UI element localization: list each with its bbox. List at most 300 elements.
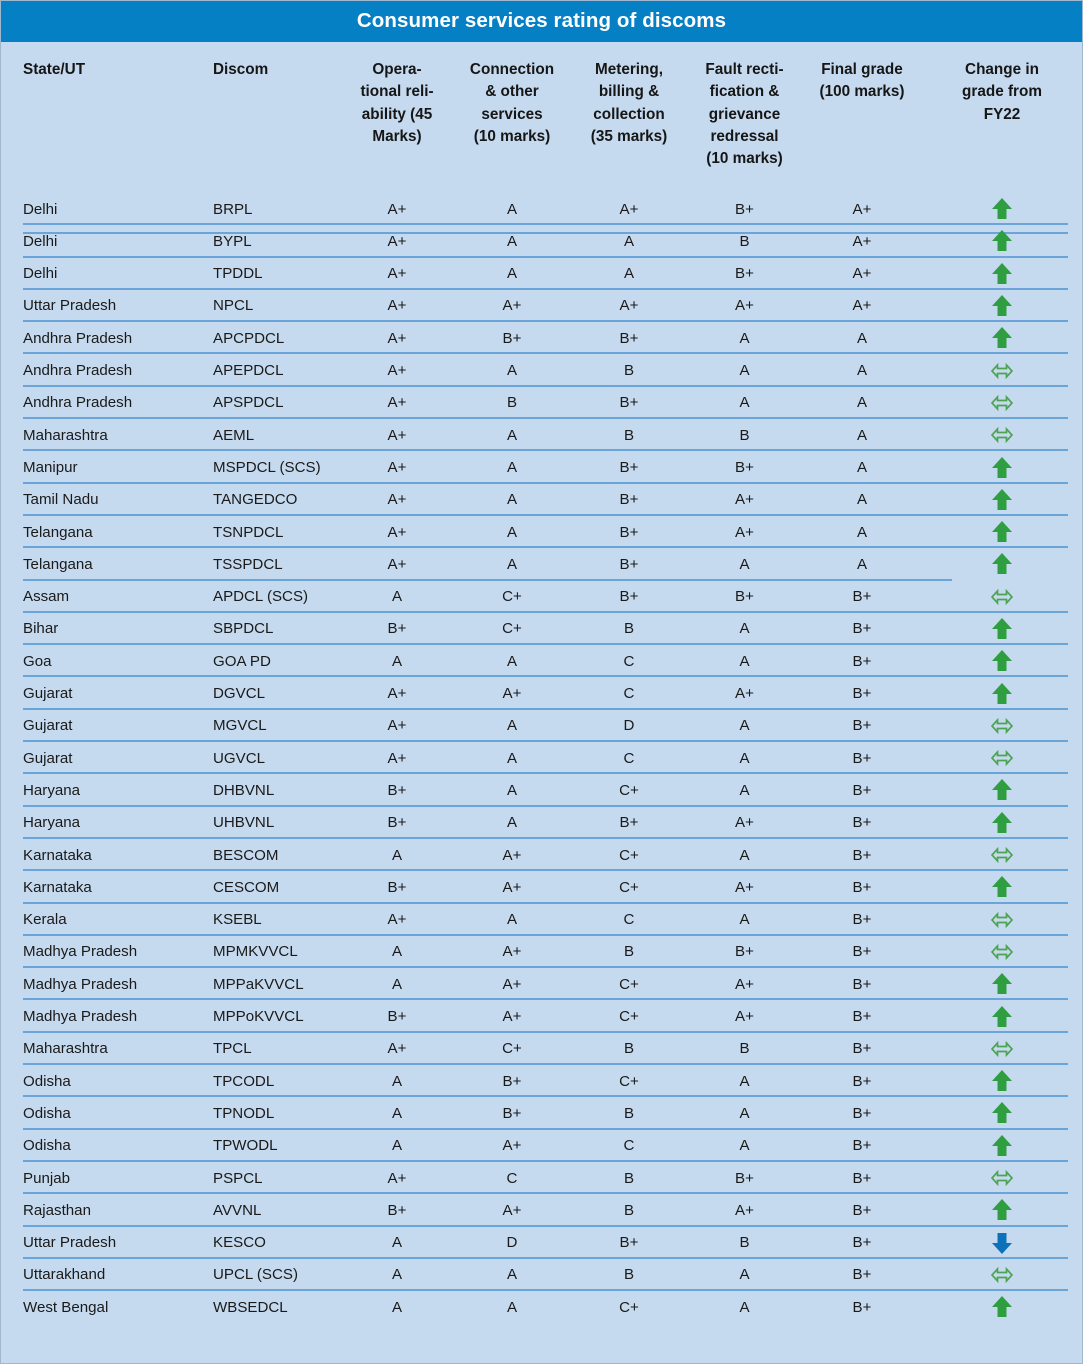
cell-change-in-grade bbox=[922, 325, 1082, 351]
cell-final-grade: B+ bbox=[852, 685, 872, 703]
cell-state: Haryana bbox=[23, 814, 81, 832]
table-title: Consumer services rating of discoms bbox=[356, 9, 727, 33]
arrow-up-icon bbox=[989, 648, 1015, 674]
cell-change-in-grade bbox=[922, 584, 1082, 610]
cell-operational-reliability: A+ bbox=[387, 911, 407, 929]
cell-metering-billing-collection: B+ bbox=[619, 458, 639, 476]
cell-fault-rectification: B bbox=[739, 426, 750, 444]
column-header-metering-billing-collection bbox=[571, 59, 687, 148]
cell-state: Odisha bbox=[23, 1137, 71, 1155]
cell-discom: TPNODL bbox=[213, 1104, 275, 1122]
cell-operational-reliability: A bbox=[391, 975, 403, 993]
table-row bbox=[1, 258, 1082, 290]
cell-fault-rectification: B+ bbox=[735, 588, 754, 606]
cell-change-in-grade bbox=[922, 519, 1082, 545]
table-row bbox=[1, 581, 1082, 613]
cell-operational-reliability: A+ bbox=[387, 297, 407, 315]
header-line: (10 marks) bbox=[706, 150, 783, 168]
cell-state: Uttar Pradesh bbox=[23, 1234, 117, 1252]
cell-final-grade: B+ bbox=[852, 1298, 872, 1316]
arrow-left-right-icon bbox=[989, 1165, 1015, 1191]
cell-discom: UPCL (SCS) bbox=[213, 1266, 298, 1284]
table-row bbox=[1, 677, 1082, 709]
cell-fault-rectification: A bbox=[739, 1137, 750, 1155]
cell-state: Uttarakhand bbox=[23, 1266, 106, 1284]
cell-final-grade: A bbox=[856, 362, 868, 380]
cell-operational-reliability: A bbox=[391, 943, 403, 961]
cell-change-in-grade bbox=[922, 713, 1082, 739]
cell-operational-reliability: A+ bbox=[387, 265, 407, 283]
cell-fault-rectification: A+ bbox=[735, 1201, 754, 1219]
cell-state: Manipur bbox=[23, 458, 78, 476]
cell-discom: APEPDCL bbox=[213, 362, 284, 380]
cell-change-in-grade bbox=[922, 487, 1082, 513]
header-line: Fault recti- bbox=[705, 61, 784, 78]
arrow-up-icon bbox=[989, 810, 1015, 836]
cell-final-grade: A bbox=[856, 426, 868, 444]
cell-metering-billing-collection: B+ bbox=[619, 1234, 639, 1252]
cell-change-in-grade bbox=[922, 874, 1082, 900]
table-row bbox=[1, 1227, 1082, 1259]
cell-connection-other-services: A bbox=[506, 523, 518, 541]
header-line: (35 marks) bbox=[590, 127, 668, 145]
arrow-up-icon bbox=[989, 1133, 1015, 1159]
column-header-operational-reliability bbox=[341, 59, 453, 148]
cell-connection-other-services: A bbox=[506, 232, 518, 250]
cell-discom: UHBVNL bbox=[213, 814, 275, 832]
cell-operational-reliability: A+ bbox=[387, 523, 407, 541]
cell-discom: MSPDCL (SCS) bbox=[213, 458, 321, 476]
cell-state: Gujarat bbox=[23, 717, 73, 735]
cell-discom: DGVCL bbox=[213, 685, 266, 703]
cell-final-grade: B+ bbox=[852, 1234, 872, 1252]
arrow-left-right-icon bbox=[989, 745, 1015, 771]
table-row bbox=[1, 904, 1082, 936]
arrow-up-icon bbox=[989, 1197, 1015, 1223]
cell-fault-rectification: A+ bbox=[735, 491, 754, 509]
cell-change-in-grade bbox=[922, 228, 1082, 254]
cell-connection-other-services: A bbox=[506, 652, 518, 670]
cell-connection-other-services: A+ bbox=[502, 297, 522, 315]
arrow-left-right-icon bbox=[989, 1262, 1015, 1288]
cell-connection-other-services: A+ bbox=[502, 846, 522, 864]
cell-metering-billing-collection: A+ bbox=[619, 297, 639, 315]
cell-fault-rectification: A bbox=[739, 846, 750, 864]
cell-change-in-grade bbox=[922, 616, 1082, 642]
cell-connection-other-services: A+ bbox=[502, 1137, 522, 1155]
cell-state: Punjab bbox=[23, 1169, 70, 1187]
cell-operational-reliability: A bbox=[391, 1234, 403, 1252]
cell-fault-rectification: A bbox=[739, 652, 750, 670]
cell-metering-billing-collection: C+ bbox=[619, 878, 639, 896]
cell-fault-rectification: B+ bbox=[735, 943, 754, 961]
header-line: services bbox=[481, 105, 543, 123]
arrow-left-right-icon bbox=[989, 939, 1015, 965]
arrow-up-icon bbox=[989, 681, 1015, 707]
table-row bbox=[1, 1000, 1082, 1032]
arrow-left-right-icon bbox=[989, 358, 1015, 384]
cell-change-in-grade bbox=[922, 358, 1082, 384]
cell-final-grade: B+ bbox=[852, 1008, 872, 1026]
arrow-up-icon bbox=[989, 971, 1015, 997]
cell-connection-other-services: A bbox=[506, 749, 518, 767]
cell-final-grade: B+ bbox=[852, 943, 872, 961]
cell-discom: TSSPDCL bbox=[213, 555, 283, 573]
cell-change-in-grade bbox=[922, 551, 1082, 577]
cell-final-grade: B+ bbox=[852, 814, 872, 832]
table-row bbox=[1, 839, 1082, 871]
table-row bbox=[1, 968, 1082, 1000]
cell-final-grade: A bbox=[856, 555, 868, 573]
cell-fault-rectification: A bbox=[739, 620, 750, 638]
cell-metering-billing-collection: C+ bbox=[619, 846, 639, 864]
cell-operational-reliability: A bbox=[391, 1298, 403, 1316]
cell-connection-other-services: A bbox=[506, 362, 518, 380]
table-row bbox=[1, 774, 1082, 806]
table-row bbox=[1, 1130, 1082, 1162]
cell-metering-billing-collection: C bbox=[623, 652, 635, 670]
table-row bbox=[1, 1097, 1082, 1129]
cell-state: Tamil Nadu bbox=[23, 491, 99, 509]
arrow-up-icon bbox=[989, 519, 1015, 545]
cell-discom: APSPDCL bbox=[213, 394, 284, 412]
cell-state: Madhya Pradesh bbox=[23, 1008, 138, 1026]
cell-state: Odisha bbox=[23, 1072, 71, 1090]
cell-change-in-grade bbox=[922, 810, 1082, 836]
arrow-left-right-icon bbox=[989, 1036, 1015, 1062]
cell-discom: AEML bbox=[213, 426, 255, 444]
cell-discom: TPWODL bbox=[213, 1137, 278, 1155]
cell-fault-rectification: A bbox=[739, 781, 750, 799]
table-row bbox=[1, 871, 1082, 903]
cell-final-grade: B+ bbox=[852, 878, 872, 896]
cell-state: Uttar Pradesh bbox=[23, 297, 117, 315]
cell-discom: MPPoKVVCL bbox=[213, 1008, 304, 1026]
header-line: (100 marks) bbox=[819, 83, 905, 101]
cell-change-in-grade bbox=[922, 455, 1082, 481]
table-row bbox=[1, 1065, 1082, 1097]
table-body bbox=[1, 193, 1082, 1323]
cell-state: Maharashtra bbox=[23, 1040, 108, 1058]
cell-metering-billing-collection: B bbox=[623, 362, 635, 380]
cell-operational-reliability: A+ bbox=[387, 1169, 407, 1187]
table-footer-spacer bbox=[1, 1323, 1082, 1364]
cell-connection-other-services: A bbox=[506, 458, 518, 476]
header-line: grievance bbox=[708, 105, 781, 123]
cell-operational-reliability: A bbox=[391, 846, 403, 864]
cell-discom: UGVCL bbox=[213, 749, 266, 767]
cell-final-grade: B+ bbox=[852, 846, 872, 864]
cell-operational-reliability: A+ bbox=[387, 491, 407, 509]
cell-final-grade: A+ bbox=[852, 232, 872, 250]
cell-fault-rectification: A bbox=[739, 749, 750, 767]
cell-fault-rectification: B bbox=[739, 1040, 750, 1058]
cell-metering-billing-collection: B+ bbox=[619, 588, 639, 606]
cell-change-in-grade bbox=[922, 261, 1082, 287]
arrow-left-right-icon bbox=[989, 842, 1015, 868]
header-line: ability (45 bbox=[361, 105, 433, 123]
table-row bbox=[1, 548, 1082, 580]
cell-connection-other-services: A+ bbox=[502, 975, 522, 993]
cell-state: Goa bbox=[23, 652, 52, 670]
cell-final-grade: A bbox=[856, 523, 868, 541]
cell-change-in-grade bbox=[922, 745, 1082, 771]
cell-change-in-grade bbox=[922, 907, 1082, 933]
cell-operational-reliability: A+ bbox=[387, 717, 407, 735]
header-line: Marks) bbox=[372, 127, 422, 145]
cell-final-grade: B+ bbox=[852, 620, 872, 638]
cell-connection-other-services: D bbox=[506, 1234, 518, 1252]
cell-metering-billing-collection: B+ bbox=[619, 491, 639, 509]
arrow-up-icon bbox=[989, 1068, 1015, 1094]
cell-discom: TPDDL bbox=[213, 265, 263, 283]
cell-discom: SBPDCL bbox=[213, 620, 274, 638]
cell-metering-billing-collection: B+ bbox=[619, 814, 639, 832]
header-line: collection bbox=[593, 105, 665, 123]
cell-operational-reliability: A bbox=[391, 1072, 403, 1090]
cell-metering-billing-collection: B bbox=[623, 943, 635, 961]
arrow-up-icon bbox=[989, 261, 1015, 287]
cell-operational-reliability: A+ bbox=[387, 426, 407, 444]
cell-metering-billing-collection: B+ bbox=[619, 329, 639, 347]
table-row bbox=[1, 936, 1082, 968]
cell-final-grade: B+ bbox=[852, 975, 872, 993]
cell-metering-billing-collection: D bbox=[623, 717, 635, 735]
cell-change-in-grade bbox=[922, 1133, 1082, 1159]
cell-final-grade: B+ bbox=[852, 652, 872, 670]
cell-connection-other-services: A bbox=[506, 555, 518, 573]
cell-fault-rectification: B+ bbox=[735, 458, 754, 476]
cell-change-in-grade bbox=[922, 196, 1082, 222]
cell-metering-billing-collection: B bbox=[623, 620, 635, 638]
cell-fault-rectification: A bbox=[739, 1266, 750, 1284]
cell-operational-reliability: A+ bbox=[387, 458, 407, 476]
cell-discom: MPMKVVCL bbox=[213, 943, 298, 961]
cell-fault-rectification: A+ bbox=[735, 814, 754, 832]
table-row bbox=[1, 516, 1082, 548]
table-header-row bbox=[1, 42, 1082, 193]
cell-fault-rectification: A+ bbox=[735, 685, 754, 703]
cell-final-grade: A+ bbox=[852, 265, 872, 283]
arrow-left-right-icon bbox=[989, 907, 1015, 933]
cell-change-in-grade bbox=[922, 971, 1082, 997]
cell-connection-other-services: A bbox=[506, 717, 518, 735]
cell-connection-other-services: C bbox=[506, 1169, 518, 1187]
cell-discom: MPPaKVVCL bbox=[213, 975, 304, 993]
cell-final-grade: B+ bbox=[852, 1137, 872, 1155]
cell-fault-rectification: B bbox=[739, 1234, 750, 1252]
arrow-up-icon bbox=[989, 228, 1015, 254]
cell-connection-other-services: A+ bbox=[502, 1008, 522, 1026]
table-row bbox=[1, 613, 1082, 645]
table-title-bar bbox=[1, 1, 1082, 42]
header-line: Connection bbox=[469, 61, 555, 78]
cell-metering-billing-collection: B bbox=[623, 1040, 635, 1058]
cell-discom: DHBVNL bbox=[213, 781, 275, 799]
cell-metering-billing-collection: B bbox=[623, 426, 635, 444]
table-row bbox=[1, 645, 1082, 677]
cell-metering-billing-collection: B bbox=[623, 1266, 635, 1284]
table-row bbox=[1, 1033, 1082, 1065]
cell-operational-reliability: A+ bbox=[387, 232, 407, 250]
cell-state: Madhya Pradesh bbox=[23, 975, 138, 993]
arrow-up-icon bbox=[989, 1100, 1015, 1126]
header-line: Opera- bbox=[372, 61, 422, 78]
cell-fault-rectification: A bbox=[739, 329, 750, 347]
cell-state: Karnataka bbox=[23, 878, 92, 896]
cell-state: Andhra Pradesh bbox=[23, 362, 133, 380]
header-line: & other bbox=[485, 83, 539, 101]
cell-change-in-grade bbox=[922, 681, 1082, 707]
cell-connection-other-services: B+ bbox=[502, 329, 522, 347]
table-row bbox=[1, 193, 1082, 225]
cell-discom: NPCL bbox=[213, 297, 254, 315]
cell-change-in-grade bbox=[922, 390, 1082, 416]
cell-fault-rectification: A bbox=[739, 911, 750, 929]
arrow-up-icon bbox=[989, 874, 1015, 900]
cell-change-in-grade bbox=[922, 777, 1082, 803]
cell-final-grade: A bbox=[856, 329, 868, 347]
cell-operational-reliability: A+ bbox=[387, 685, 407, 703]
cell-state: Maharashtra bbox=[23, 426, 108, 444]
cell-change-in-grade bbox=[922, 842, 1082, 868]
cell-fault-rectification: A bbox=[739, 1298, 750, 1316]
cell-operational-reliability: A bbox=[391, 652, 403, 670]
cell-operational-reliability: B+ bbox=[387, 814, 407, 832]
cell-metering-billing-collection: A bbox=[623, 232, 635, 250]
cell-fault-rectification: B+ bbox=[735, 265, 754, 283]
cell-final-grade: B+ bbox=[852, 781, 872, 799]
table-row bbox=[1, 807, 1082, 839]
cell-discom: TPCODL bbox=[213, 1072, 275, 1090]
cell-discom: APCPDCL bbox=[213, 329, 285, 347]
cell-connection-other-services: C+ bbox=[502, 588, 522, 606]
cell-state: West Bengal bbox=[23, 1298, 109, 1316]
arrow-up-icon bbox=[989, 455, 1015, 481]
cell-discom: TPCL bbox=[213, 1040, 252, 1058]
arrow-up-icon bbox=[989, 196, 1015, 222]
cell-state: Kerala bbox=[23, 911, 67, 929]
cell-connection-other-services: A bbox=[506, 200, 518, 218]
arrow-up-icon bbox=[989, 1004, 1015, 1030]
cell-state: Assam bbox=[23, 588, 70, 606]
cell-discom: BESCOM bbox=[213, 846, 279, 864]
cell-connection-other-services: A bbox=[506, 911, 518, 929]
cell-operational-reliability: A+ bbox=[387, 1040, 407, 1058]
cell-change-in-grade bbox=[922, 1100, 1082, 1126]
cell-connection-other-services: A+ bbox=[502, 1201, 522, 1219]
cell-discom: WBSEDCL bbox=[213, 1298, 288, 1316]
arrow-up-icon bbox=[989, 616, 1015, 642]
cell-change-in-grade bbox=[922, 422, 1082, 448]
cell-final-grade: A bbox=[856, 394, 868, 412]
cell-connection-other-services: A bbox=[506, 781, 518, 799]
cell-state: Gujarat bbox=[23, 685, 73, 703]
cell-fault-rectification: B+ bbox=[735, 1169, 754, 1187]
cell-connection-other-services: C+ bbox=[502, 620, 522, 638]
cell-state: Delhi bbox=[23, 265, 58, 283]
cell-metering-billing-collection: C bbox=[623, 685, 635, 703]
cell-operational-reliability: A+ bbox=[387, 555, 407, 573]
arrow-up-icon bbox=[989, 293, 1015, 319]
cell-state: Haryana bbox=[23, 781, 81, 799]
cell-final-grade: B+ bbox=[852, 1169, 872, 1187]
cell-final-grade: B+ bbox=[852, 1266, 872, 1284]
cell-discom: AVVNL bbox=[213, 1201, 262, 1219]
arrow-down-icon bbox=[989, 1230, 1015, 1256]
header-line: billing & bbox=[598, 83, 660, 101]
cell-state: Delhi bbox=[23, 200, 58, 218]
cell-operational-reliability: A bbox=[391, 1266, 403, 1284]
cell-discom: TANGEDCO bbox=[213, 491, 298, 509]
arrow-up-icon bbox=[989, 487, 1015, 513]
cell-connection-other-services: A+ bbox=[502, 878, 522, 896]
cell-discom: APDCL (SCS) bbox=[213, 588, 309, 606]
cell-metering-billing-collection: C bbox=[623, 1137, 635, 1155]
arrow-up-icon bbox=[989, 325, 1015, 351]
cell-fault-rectification: A bbox=[739, 1104, 750, 1122]
header-line: tional reli- bbox=[360, 83, 434, 101]
header-line: fication & bbox=[709, 83, 780, 101]
cell-metering-billing-collection: C+ bbox=[619, 975, 639, 993]
table-row bbox=[1, 290, 1082, 322]
header-line: Metering, bbox=[595, 61, 663, 78]
table-row bbox=[1, 451, 1082, 483]
cell-connection-other-services: A+ bbox=[502, 943, 522, 961]
header-line: Final grade bbox=[821, 61, 903, 78]
cell-final-grade: A+ bbox=[852, 297, 872, 315]
cell-operational-reliability: B+ bbox=[387, 781, 407, 799]
column-header-connection-other-services bbox=[453, 59, 571, 148]
cell-operational-reliability: A+ bbox=[387, 749, 407, 767]
cell-metering-billing-collection: B bbox=[623, 1169, 635, 1187]
cell-change-in-grade bbox=[922, 1165, 1082, 1191]
cell-connection-other-services: A+ bbox=[502, 685, 522, 703]
cell-metering-billing-collection: B+ bbox=[619, 394, 639, 412]
cell-discom: BRPL bbox=[213, 200, 253, 218]
cell-fault-rectification: A bbox=[739, 717, 750, 735]
column-header-final-grade bbox=[802, 59, 922, 104]
cell-fault-rectification: A bbox=[739, 1072, 750, 1090]
table-row bbox=[1, 710, 1082, 742]
cell-final-grade: B+ bbox=[852, 1040, 872, 1058]
cell-metering-billing-collection: C+ bbox=[619, 1298, 639, 1316]
cell-final-grade: A bbox=[856, 491, 868, 509]
cell-metering-billing-collection: B+ bbox=[619, 523, 639, 541]
cell-connection-other-services: A bbox=[506, 265, 518, 283]
table-row bbox=[1, 742, 1082, 774]
arrow-left-right-icon bbox=[989, 390, 1015, 416]
cell-change-in-grade bbox=[922, 1197, 1082, 1223]
cell-fault-rectification: A bbox=[739, 362, 750, 380]
cell-connection-other-services: A bbox=[506, 1266, 518, 1284]
cell-state: Telangana bbox=[23, 555, 93, 573]
cell-operational-reliability: A+ bbox=[387, 200, 407, 218]
cell-operational-reliability: A+ bbox=[387, 329, 407, 347]
header-line: (10 marks) bbox=[473, 127, 551, 145]
cell-metering-billing-collection: C+ bbox=[619, 781, 639, 799]
cell-state: Madhya Pradesh bbox=[23, 943, 138, 961]
cell-discom: GOA PD bbox=[213, 652, 271, 670]
cell-change-in-grade bbox=[922, 1004, 1082, 1030]
cell-change-in-grade bbox=[922, 648, 1082, 674]
table-row bbox=[1, 225, 1082, 257]
cell-metering-billing-collection: A bbox=[623, 265, 635, 283]
cell-state: Telangana bbox=[23, 523, 93, 541]
table-row bbox=[1, 322, 1082, 354]
cell-state: Andhra Pradesh bbox=[23, 394, 133, 412]
cell-final-grade: A+ bbox=[852, 200, 872, 218]
